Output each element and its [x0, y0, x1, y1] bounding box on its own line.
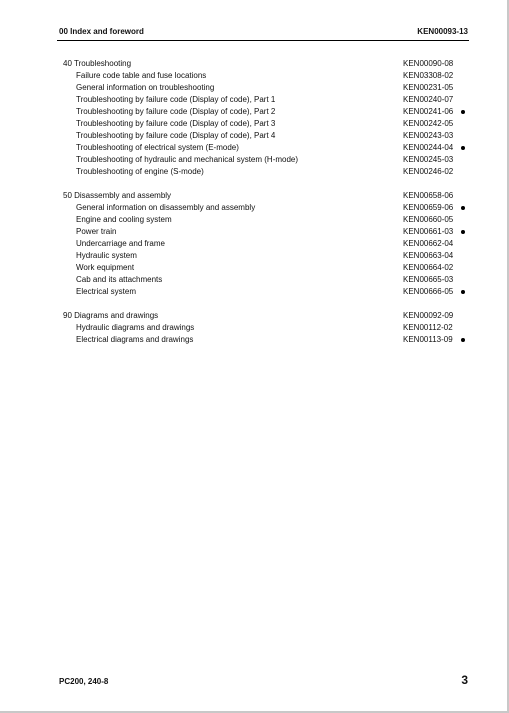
- entry-title: Engine and cooling system: [76, 215, 172, 224]
- entry-title: Troubleshooting by failure code (Display of code), Part 3: [76, 119, 276, 128]
- entry-title: Hydraulic system: [76, 251, 137, 260]
- index-chapter-entry: [63, 58, 473, 70]
- header-rule: [57, 40, 469, 41]
- entry-doc-code: KEN00240-07: [403, 95, 454, 104]
- entry-title: Electrical diagrams and drawings: [76, 335, 194, 344]
- entry-doc-code: KEN00231-05: [403, 83, 454, 92]
- entry-doc-code: KEN00243-03: [403, 131, 454, 140]
- entry-title: Electrical system: [76, 287, 137, 296]
- entry-doc-code: KEN00242-05: [403, 119, 454, 128]
- entry-title: General information on disassembly and assembly: [76, 203, 256, 212]
- entry-doc-code: KEN00665-03: [403, 275, 454, 284]
- index-entry: [63, 262, 473, 274]
- entry-doc-code: KEN00112-02: [403, 323, 453, 332]
- entry-doc-code: KEN00662-04: [403, 239, 454, 248]
- footer-model: PC200, 240-8: [59, 677, 109, 686]
- entry-doc-code: KEN00090-08: [403, 59, 454, 68]
- entry-title: Power train: [76, 227, 117, 236]
- revision-bullet-icon: [461, 338, 465, 342]
- entry-title: 90 Diagrams and drawings: [63, 311, 159, 320]
- entry-doc-code: KEN00245-03: [403, 155, 454, 164]
- index-entry: [63, 286, 473, 298]
- revision-bullet-icon: [461, 146, 465, 150]
- entry-title: Troubleshooting of hydraulic and mechanical system (H-mode): [76, 155, 299, 164]
- entry-title: 40 Troubleshooting: [63, 59, 132, 68]
- entry-doc-code: KEN00113-09: [403, 335, 453, 344]
- revision-bullet-icon: [461, 290, 465, 294]
- entry-title: Troubleshooting by failure code (Display of code), Part 2: [76, 107, 276, 116]
- entry-doc-code: KEN00663-04: [403, 251, 454, 260]
- revision-bullet-icon: [461, 110, 465, 114]
- entry-doc-code: KEN00666-05: [403, 287, 454, 296]
- index-entry: [63, 214, 473, 226]
- index-entry: [63, 238, 473, 250]
- entry-title: Troubleshooting of electrical system (E-mode): [76, 143, 239, 152]
- index-entry: [63, 130, 473, 142]
- entry-title: Undercarriage and frame: [76, 239, 165, 248]
- entry-doc-code: KEN00664-02: [403, 263, 454, 272]
- index-entry: [63, 202, 473, 214]
- footer-page-number: 3: [461, 673, 468, 687]
- entry-title: General information on troubleshooting: [76, 83, 215, 92]
- entry-title: Troubleshooting of engine (S-mode): [76, 167, 204, 176]
- entry-title: Cab and its attachments: [76, 275, 163, 284]
- index-entry: [63, 166, 473, 178]
- entry-title: Hydraulic diagrams and drawings: [76, 323, 195, 332]
- revision-bullet-icon: [461, 230, 465, 234]
- entry-doc-code: KEN00659-06: [403, 203, 454, 212]
- revision-bullet-icon: [461, 206, 465, 210]
- section-40-troubleshooting: [63, 58, 473, 178]
- header-doc-code: KEN00093-13: [417, 27, 468, 36]
- section-90-diagrams-drawings: [63, 310, 473, 346]
- entry-title: Work equipment: [76, 263, 135, 272]
- index-entry: [63, 106, 473, 118]
- entry-doc-code: KEN00661-03: [403, 227, 454, 236]
- index-entry: [63, 274, 473, 286]
- page-header: [59, 27, 468, 39]
- entry-title: Troubleshooting by failure code (Display of code), Part 1: [76, 95, 276, 104]
- index-entry: [63, 250, 473, 262]
- section-50-disassembly-assembly: [63, 190, 473, 298]
- index-entry: [63, 154, 473, 166]
- index-entry: [63, 82, 473, 94]
- entry-doc-code: KEN00246-02: [403, 167, 454, 176]
- index-entry: [63, 70, 473, 82]
- entry-title: 50 Disassembly and assembly: [63, 191, 172, 200]
- entry-doc-code: KEN03308-02: [403, 71, 454, 80]
- entry-title: Failure code table and fuse locations: [76, 71, 207, 80]
- index-entry: [63, 334, 473, 346]
- index-entry: [63, 118, 473, 130]
- entry-doc-code: KEN00092-09: [403, 311, 454, 320]
- entry-doc-code: KEN00658-06: [403, 191, 454, 200]
- index-chapter-entry: [63, 190, 473, 202]
- header-title: 00 Index and foreword: [59, 27, 144, 36]
- index-entry: [63, 142, 473, 154]
- entry-doc-code: KEN00244-04: [403, 143, 454, 152]
- index-chapter-entry: [63, 310, 473, 322]
- entry-doc-code: KEN00241-06: [403, 107, 454, 116]
- index-entry: [63, 94, 473, 106]
- index-entry: [63, 226, 473, 238]
- entry-doc-code: KEN00660-05: [403, 215, 454, 224]
- entry-title: Troubleshooting by failure code (Display of code), Part 4: [76, 131, 276, 140]
- index-entry: [63, 322, 473, 334]
- page-footer: [59, 673, 468, 689]
